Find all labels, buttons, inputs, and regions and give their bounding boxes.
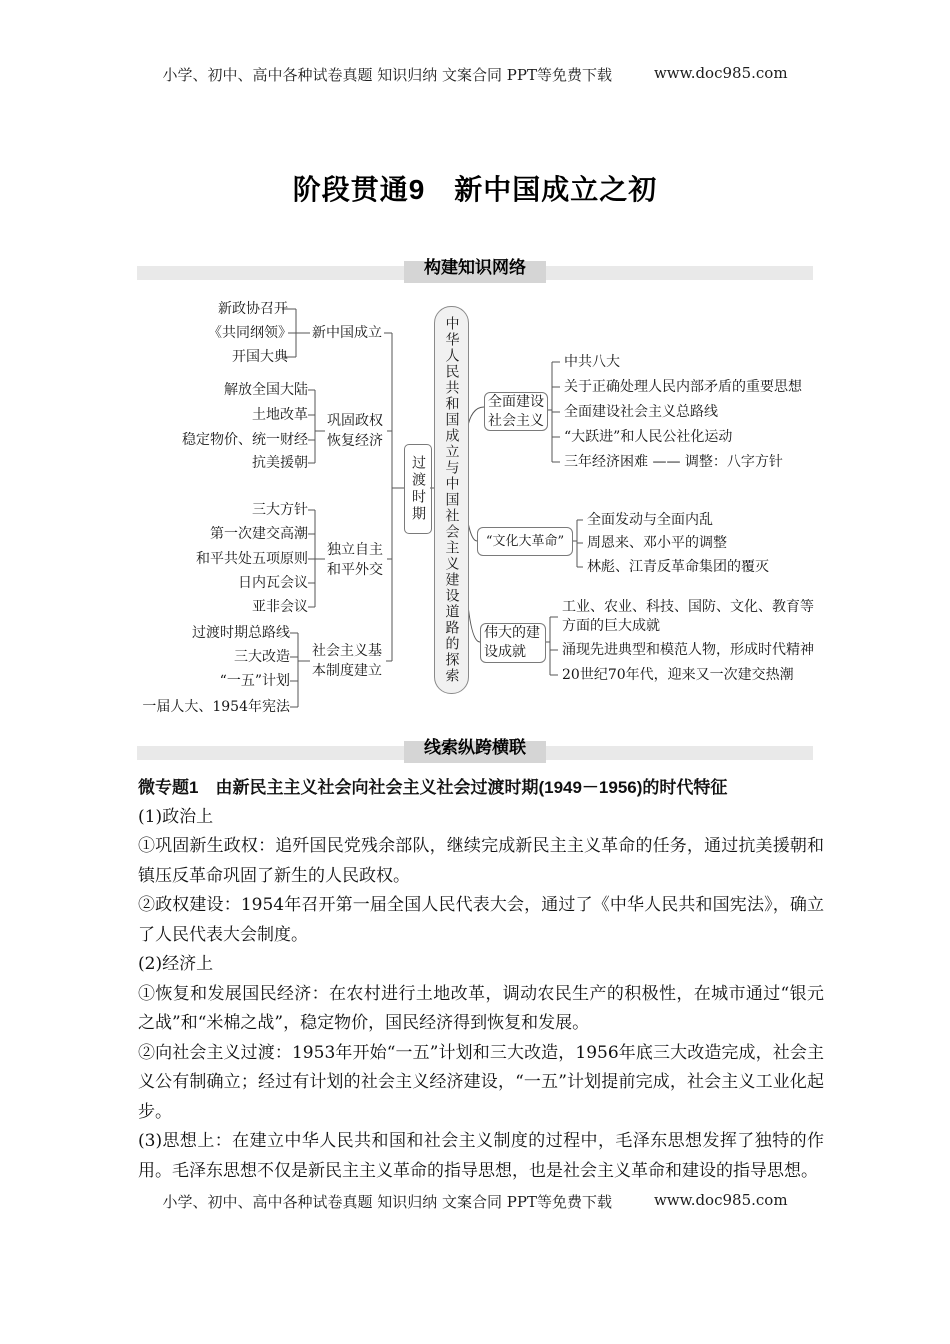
left-item: 三大方针 — [252, 502, 308, 518]
left-item: 新政协召开 — [218, 301, 288, 317]
section-bar-label: 线索纵跨横联 — [424, 738, 526, 757]
right-item: 全面建设社会主义总路线 — [564, 404, 718, 420]
right-group-label: 伟大的建设成就 — [484, 625, 540, 660]
footer-promo-text: 小学、初中、高中各种试卷真题 知识归纳 文案合同 PPT等免费下载 — [162, 1193, 612, 1211]
left-item: 日内瓦会议 — [238, 575, 308, 591]
section-bar-box — [404, 738, 546, 763]
paragraph: ②向社会主义过渡：1953年开始“一五”计划和三大改造，1956年底三大改造完成，社会主义公有制确立；经过有计划的社会主义经济建设，“一五”计划提前完成，社会主义工业化起步。 — [138, 1042, 824, 1122]
paragraph: (2)经济上 — [138, 954, 214, 974]
right-item: “大跃进”和人民公社化运动 — [564, 429, 733, 445]
right-item: 20世纪70年代，迎来又一次建交热潮 — [562, 667, 794, 683]
right-item: 三年经济困难 —— 调整：八字方针 — [564, 454, 783, 470]
connector-lines — [0, 295, 950, 735]
right-item: 中共八大 — [564, 354, 620, 370]
page-title: 阶段贯通9 新中国成立之初 — [292, 174, 658, 205]
right-group-box — [480, 623, 546, 663]
section-bar-network — [137, 255, 813, 285]
left-item: 《共同纲领》 — [208, 325, 292, 341]
left-item: 一届人大、1954年宪法 — [142, 699, 290, 715]
left-item: 解放全国大陆 — [224, 382, 308, 398]
period-box — [404, 444, 432, 534]
paragraph: ①恢复和发展国民经济：在农村进行土地改革，调动农民生产的积极性，在城市通过“银元之战”和“米棉之战”，稳定物价，国民经济得到恢复和发展。 — [138, 983, 824, 1033]
left-item: 过渡时期总路线 — [192, 625, 290, 641]
left-item: 亚非会议 — [252, 599, 308, 615]
body-content — [138, 773, 824, 1186]
left-item: 和平共处五项原则 — [196, 551, 308, 567]
right-group-label: 全面建设社会主义 — [488, 393, 544, 429]
left-item: 稳定物价、统一财经 — [182, 432, 308, 448]
knowledge-network-diagram — [0, 295, 950, 735]
left-item: 土地改革 — [252, 407, 308, 423]
period-label: 过渡时期 — [410, 455, 426, 523]
section-bar-clues — [137, 735, 813, 765]
left-item: 开国大典 — [232, 349, 288, 365]
central-topic-box — [434, 306, 469, 694]
right-item: 周恩来、邓小平的调整 — [587, 535, 727, 551]
left-item: “一五”计划 — [219, 673, 290, 689]
page-footer — [0, 1191, 950, 1212]
right-group-box — [477, 527, 573, 556]
paragraph: ①巩固新生政权：追歼国民党残余部队，继续完成新民主主义革命的任务，通过抗美援朝和镇压反革命巩固了新生的人民政权。 — [138, 836, 824, 886]
right-group-label: “文化大革命” — [485, 534, 565, 549]
page-header — [0, 64, 950, 85]
right-item: 关于正确处理人民内部矛盾的重要思想 — [564, 379, 802, 395]
section-bar-box — [404, 258, 546, 283]
left-group-label: 新中国成立 — [312, 325, 382, 341]
right-group-box — [484, 392, 548, 431]
left-group-label: 巩固政权恢复经济 — [327, 413, 383, 449]
right-item: 林彪、江青反革命集团的覆灭 — [587, 559, 769, 575]
header-promo-text: 小学、初中、高中各种试卷真题 知识归纳 文案合同 PPT等免费下载 — [162, 66, 612, 84]
paragraph: ②政权建设：1954年召开第一届全国人民代表大会，通过了《中华人民共和国宪法》，确立了人民代表大会制度。 — [138, 895, 824, 945]
paragraph: (3)思想上：在建立中华人民共和国和社会主义制度的过程中，毛泽东思想发挥了独特的作用。毛泽东思想不仅是新民主主义革命的指导思想，也是社会主义革命和建设的指导思想。 — [138, 1131, 824, 1181]
footer-site-url[interactable]: www.doc985.com — [653, 1191, 788, 1209]
right-item: 全面发动与全面内乱 — [587, 512, 713, 528]
left-group-label: 社会主义基本制度建立 — [312, 643, 382, 679]
left-item: 抗美援朝 — [252, 455, 308, 471]
section-bar-label: 构建知识网络 — [424, 258, 526, 277]
left-group-label: 独立自主和平外交 — [327, 542, 383, 578]
right-item: 工业、农业、科技、国防、文化、教育等方面的巨大成就 — [562, 599, 814, 634]
micro-topic-heading: 微专题1 由新民主主义社会向社会主义社会过渡时期(1949－1956)的时代特征 — [138, 778, 728, 797]
left-item: 第一次建交高潮 — [210, 526, 308, 542]
right-item: 涌现先进典型和模范人物，形成时代精神 — [562, 642, 814, 658]
paragraph: (1)政治上 — [138, 806, 214, 827]
left-item: 三大改造 — [234, 649, 290, 665]
central-topic-label: 中华人民共和国成立与中国社会主义建设道路的探索 — [443, 316, 460, 684]
header-site-url[interactable]: www.doc985.com — [653, 64, 788, 82]
